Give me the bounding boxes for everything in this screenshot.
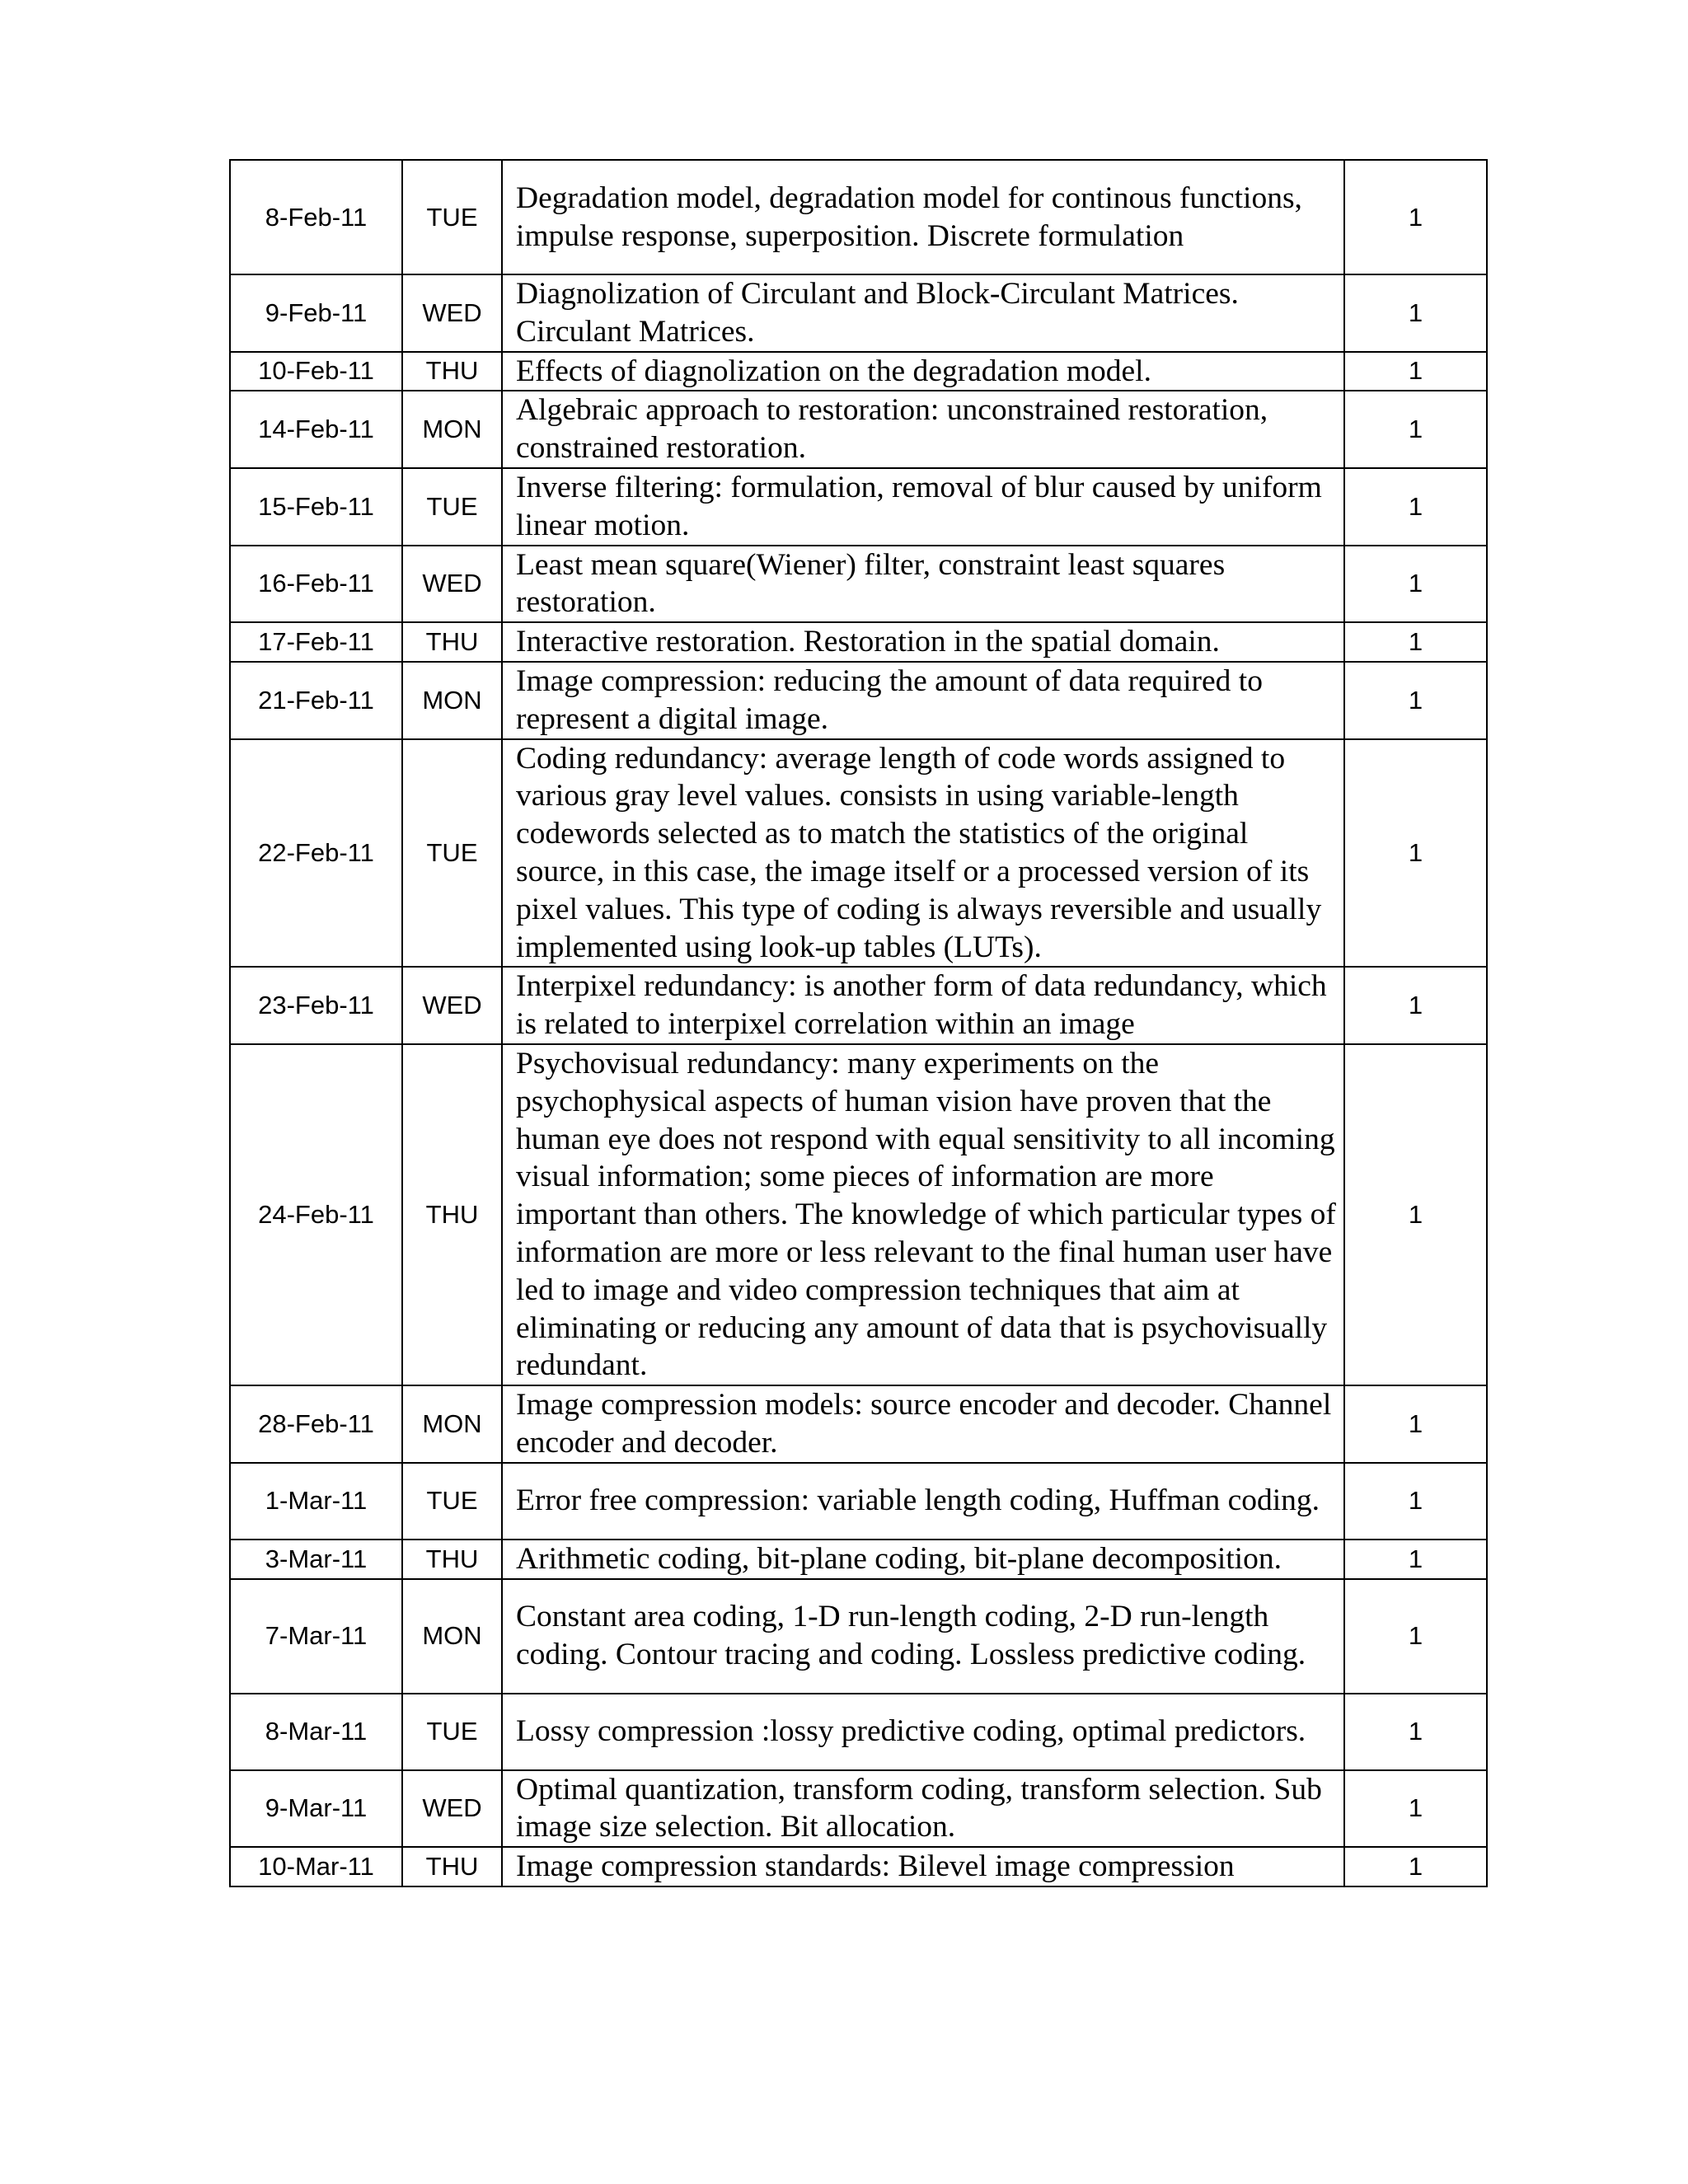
table-row bbox=[230, 1044, 1487, 1385]
topic-cell: Psychovisual redundancy: many experiments on the psychophysical aspects of human vision have proven that the human eye does not respond with equal sensitivity to all incoming visual information; some pieces of information are more important than others. The knowledge of which particular types of information are more or less relevant to the final human user have led to image and video compression techniques that aim at eliminating or reducing any amount of data that is psychovisually redundant. bbox=[502, 1044, 1344, 1385]
topic-cell: Arithmetic coding, bit-plane coding, bit-plane decomposition. bbox=[502, 1540, 1344, 1579]
topic-cell: Algebraic approach to restoration: unconstrained restoration, constrained restoration. bbox=[502, 391, 1344, 468]
table-row bbox=[230, 160, 1487, 274]
hours-cell: 1 bbox=[1344, 739, 1487, 968]
table-row bbox=[230, 662, 1487, 739]
hours-cell: 1 bbox=[1344, 967, 1487, 1044]
table-row bbox=[230, 1579, 1487, 1694]
topic-cell: Inverse filtering: formulation, removal of blur caused by uniform linear motion. bbox=[502, 468, 1344, 546]
hours-cell: 1 bbox=[1344, 391, 1487, 468]
topic-cell: Least mean square(Wiener) filter, constraint least squares restoration. bbox=[502, 546, 1344, 623]
table-row bbox=[230, 468, 1487, 546]
hours-cell: 1 bbox=[1344, 1463, 1487, 1540]
table-row bbox=[230, 352, 1487, 391]
schedule-table bbox=[229, 159, 1488, 1887]
table-row bbox=[230, 274, 1487, 352]
date-cell: 3-Mar-11 bbox=[230, 1540, 402, 1579]
hours-cell: 1 bbox=[1344, 662, 1487, 739]
date-cell: 28-Feb-11 bbox=[230, 1385, 402, 1463]
table-row bbox=[230, 546, 1487, 623]
date-cell: 1-Mar-11 bbox=[230, 1463, 402, 1540]
topic-cell: Coding redundancy: average length of code words assigned to various gray level values. consists in using variable-length codewords selected as to match the statistics of the original source, in this case, the image itself or a processed version of its pixel values. This type of coding is always reversible and usually implemented using look-up tables (LUTs). bbox=[502, 739, 1344, 968]
day-cell: THU bbox=[402, 352, 502, 391]
date-cell: 22-Feb-11 bbox=[230, 739, 402, 968]
day-cell: TUE bbox=[402, 1694, 502, 1770]
topic-cell: Interpixel redundancy: is another form of data redundancy, which is related to interpixel correlation within an image bbox=[502, 967, 1344, 1044]
day-cell: TUE bbox=[402, 160, 502, 274]
hours-cell: 1 bbox=[1344, 352, 1487, 391]
day-cell: TUE bbox=[402, 468, 502, 546]
date-cell: 16-Feb-11 bbox=[230, 546, 402, 623]
topic-cell: Constant area coding, 1-D run-length coding, 2-D run-length coding. Contour tracing and coding. Lossless predictive coding. bbox=[502, 1579, 1344, 1694]
table-row bbox=[230, 622, 1487, 662]
date-cell: 14-Feb-11 bbox=[230, 391, 402, 468]
day-cell: TUE bbox=[402, 1463, 502, 1540]
hours-cell: 1 bbox=[1344, 1694, 1487, 1770]
table-row bbox=[230, 1540, 1487, 1579]
hours-cell: 1 bbox=[1344, 1044, 1487, 1385]
day-cell: MON bbox=[402, 391, 502, 468]
date-cell: 8-Mar-11 bbox=[230, 1694, 402, 1770]
day-cell: THU bbox=[402, 622, 502, 662]
topic-cell: Degradation model, degradation model for continous functions, impulse response, superposition. Discrete formulation bbox=[502, 160, 1344, 274]
date-cell: 9-Mar-11 bbox=[230, 1770, 402, 1848]
hours-cell: 1 bbox=[1344, 622, 1487, 662]
date-cell: 9-Feb-11 bbox=[230, 274, 402, 352]
topic-cell: Effects of diagnolization on the degradation model. bbox=[502, 352, 1344, 391]
topic-cell: Image compression: reducing the amount of data required to represent a digital image. bbox=[502, 662, 1344, 739]
table-row bbox=[230, 1847, 1487, 1886]
table-row bbox=[230, 967, 1487, 1044]
day-cell: MON bbox=[402, 1385, 502, 1463]
date-cell: 23-Feb-11 bbox=[230, 967, 402, 1044]
hours-cell: 1 bbox=[1344, 1847, 1487, 1886]
date-cell: 21-Feb-11 bbox=[230, 662, 402, 739]
table-row bbox=[230, 1463, 1487, 1540]
table-row bbox=[230, 1385, 1487, 1463]
hours-cell: 1 bbox=[1344, 1540, 1487, 1579]
day-cell: THU bbox=[402, 1540, 502, 1579]
topic-cell: Interactive restoration. Restoration in the spatial domain. bbox=[502, 622, 1344, 662]
topic-cell: Error free compression: variable length coding, Huffman coding. bbox=[502, 1463, 1344, 1540]
topic-cell: Optimal quantization, transform coding, transform selection. Sub image size selection. Bit allocation. bbox=[502, 1770, 1344, 1848]
date-cell: 10-Feb-11 bbox=[230, 352, 402, 391]
topic-cell: Lossy compression :lossy predictive coding, optimal predictors. bbox=[502, 1694, 1344, 1770]
day-cell: THU bbox=[402, 1044, 502, 1385]
hours-cell: 1 bbox=[1344, 1770, 1487, 1848]
hours-cell: 1 bbox=[1344, 274, 1487, 352]
day-cell: THU bbox=[402, 1847, 502, 1886]
table-row bbox=[230, 1770, 1487, 1848]
topic-cell: Diagnolization of Circulant and Block-Circulant Matrices. Circulant Matrices. bbox=[502, 274, 1344, 352]
table-row bbox=[230, 1694, 1487, 1770]
day-cell: WED bbox=[402, 274, 502, 352]
hours-cell: 1 bbox=[1344, 546, 1487, 623]
hours-cell: 1 bbox=[1344, 160, 1487, 274]
hours-cell: 1 bbox=[1344, 1579, 1487, 1694]
date-cell: 7-Mar-11 bbox=[230, 1579, 402, 1694]
hours-cell: 1 bbox=[1344, 468, 1487, 546]
topic-cell: Image compression standards: Bilevel image compression bbox=[502, 1847, 1344, 1886]
date-cell: 15-Feb-11 bbox=[230, 468, 402, 546]
date-cell: 17-Feb-11 bbox=[230, 622, 402, 662]
table-row bbox=[230, 739, 1487, 968]
day-cell: WED bbox=[402, 1770, 502, 1848]
day-cell: TUE bbox=[402, 739, 502, 968]
day-cell: MON bbox=[402, 662, 502, 739]
date-cell: 24-Feb-11 bbox=[230, 1044, 402, 1385]
date-cell: 8-Feb-11 bbox=[230, 160, 402, 274]
date-cell: 10-Mar-11 bbox=[230, 1847, 402, 1886]
topic-cell: Image compression models: source encoder and decoder. Channel encoder and decoder. bbox=[502, 1385, 1344, 1463]
day-cell: WED bbox=[402, 967, 502, 1044]
day-cell: MON bbox=[402, 1579, 502, 1694]
hours-cell: 1 bbox=[1344, 1385, 1487, 1463]
table-row bbox=[230, 391, 1487, 468]
day-cell: WED bbox=[402, 546, 502, 623]
